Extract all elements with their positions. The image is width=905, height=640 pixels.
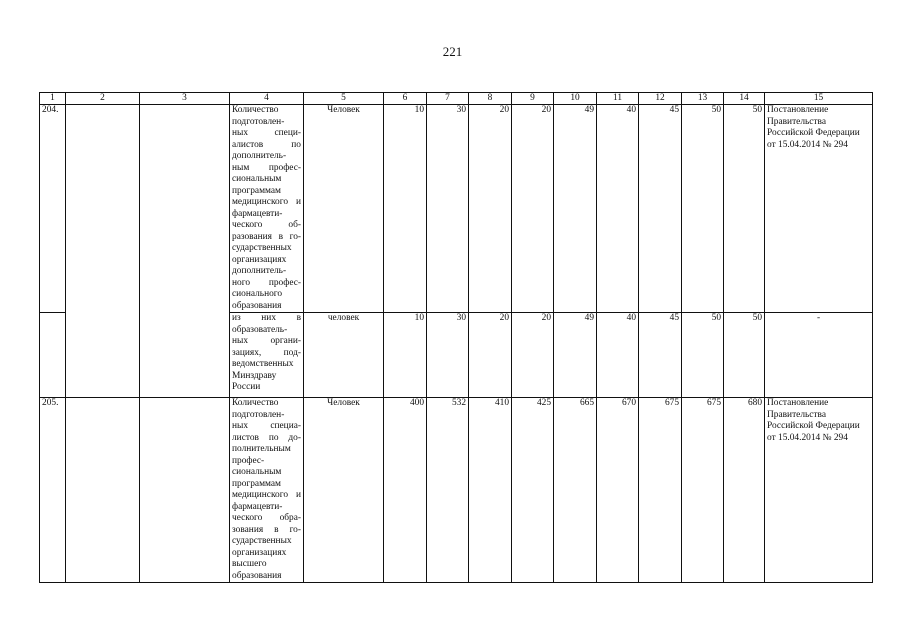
row-index: 205. — [40, 398, 66, 583]
indicator-name-line: из них в — [232, 313, 301, 323]
indicator-name-line: России — [232, 382, 261, 392]
indicator-name-line: ного профес- — [232, 277, 301, 288]
column-number: 9 — [512, 93, 554, 105]
value-cell: 40 — [597, 105, 639, 313]
indicator-name-line: программам — [232, 185, 281, 196]
basis-line: Постановление — [767, 105, 829, 115]
basis-line: от 15.04.2014 № 294 — [767, 139, 848, 150]
column-number: 13 — [682, 93, 724, 105]
value-cell: 670 — [597, 398, 639, 583]
basis-line: Российской Федерации — [767, 128, 860, 138]
indicator-name-line: дополнитель- — [232, 266, 287, 276]
indicator-name-line: ческого об- — [232, 220, 301, 230]
value-cell: 10 — [384, 313, 427, 398]
column-number: 14 — [724, 93, 765, 105]
column-number: 15 — [765, 93, 873, 105]
column-number: 8 — [469, 93, 512, 105]
row-index — [40, 313, 66, 398]
indicator-name-line: медицинского и — [232, 197, 301, 207]
indicator-name-line: полнительным — [232, 444, 291, 454]
column-number: 6 — [384, 93, 427, 105]
value-cell: 49 — [554, 313, 597, 398]
value-cell: 675 — [682, 398, 724, 583]
column-number: 10 — [554, 93, 597, 105]
column-number: 5 — [304, 93, 384, 105]
indicator-name-line: Количество — [232, 398, 279, 408]
indicator-name-line: организациях — [232, 254, 287, 265]
value-cell: 50 — [682, 313, 724, 398]
value-cell: 20 — [512, 313, 554, 398]
value-cell: 45 — [639, 313, 682, 398]
indicator-name-line: ведомственных — [232, 359, 294, 369]
value-cell: 680 — [724, 398, 765, 583]
indicator-name-line: подготовлен- — [232, 116, 285, 127]
value-cell: 425 — [512, 398, 554, 583]
indicator-name-line: образователь- — [232, 324, 288, 335]
unit-cell: человек — [304, 313, 384, 398]
indicator-name-line: ных специ- — [232, 128, 301, 138]
column-number: 1 — [40, 93, 66, 105]
basis-line: Правительства — [767, 409, 826, 420]
indicator-name-line: Количество — [232, 105, 279, 115]
indicator-name — [230, 105, 304, 313]
indicator-name-line: ных специа- — [232, 421, 301, 431]
indicator-name-line: подготовлен- — [232, 409, 285, 420]
indicator-name-line: листов по до- — [232, 432, 301, 443]
column-number: 2 — [66, 93, 140, 105]
table-row — [40, 105, 873, 313]
value-cell: 410 — [469, 398, 512, 583]
indicator-name-line: медицинского и — [232, 490, 301, 500]
indicator-name — [230, 398, 304, 583]
column-number: 3 — [140, 93, 230, 105]
value-cell: 45 — [639, 105, 682, 313]
indicator-name-line: сионального — [232, 289, 283, 299]
empty-cell — [66, 398, 140, 583]
value-cell: 20 — [469, 105, 512, 313]
basis-line: Российской Федерации — [767, 421, 860, 431]
empty-cell — [140, 398, 230, 583]
basis-line: Правительства — [767, 116, 826, 127]
value-cell: 30 — [427, 105, 469, 313]
basis-cell — [765, 105, 873, 313]
empty-cell — [140, 105, 230, 398]
indicator-name-line: сиональным — [232, 467, 282, 477]
value-cell: 400 — [384, 398, 427, 583]
indicator-name-line: ных органи- — [232, 336, 301, 346]
unit-cell: Человек — [304, 105, 384, 313]
column-number: 12 — [639, 93, 682, 105]
indicator-name-line: зования в го- — [232, 524, 301, 535]
indicator-name-line: алистов по — [232, 139, 301, 150]
basis-line: Постановление — [767, 398, 829, 408]
value-cell: 20 — [469, 313, 512, 398]
column-number-row — [40, 93, 873, 105]
indicator-name — [230, 313, 304, 398]
indicator-name-line: сударственных — [232, 536, 292, 546]
value-cell: 10 — [384, 105, 427, 313]
indicator-name-line: организациях — [232, 547, 287, 558]
value-cell: 40 — [597, 313, 639, 398]
table-row — [40, 398, 873, 583]
column-number: 4 — [230, 93, 304, 105]
indicator-name-line: ным профес- — [232, 162, 301, 173]
page-number: 221 — [442, 44, 463, 59]
row-index: 204. — [40, 105, 66, 313]
indicator-name-line: Минздраву — [232, 370, 277, 381]
basis-cell — [765, 398, 873, 583]
value-cell: 675 — [639, 398, 682, 583]
indicator-name-line: образования — [232, 570, 282, 581]
value-cell: 30 — [427, 313, 469, 398]
column-number: 7 — [427, 93, 469, 105]
indicator-name-line: сударственных — [232, 243, 292, 253]
indicator-name-line: сиональным — [232, 174, 282, 184]
empty-cell — [66, 105, 140, 398]
indicator-name-line: профес- — [232, 455, 265, 466]
indicator-name-line: программам — [232, 478, 281, 489]
value-cell: 50 — [724, 313, 765, 398]
value-cell: 665 — [554, 398, 597, 583]
basis-cell: - — [765, 313, 873, 398]
value-cell: 532 — [427, 398, 469, 583]
indicator-name-line: фармацевти- — [232, 208, 283, 219]
column-number: 11 — [597, 93, 639, 105]
indicator-name-line: высшего — [232, 559, 267, 569]
indicator-name-line: разования в го- — [232, 231, 301, 242]
indicator-name-line: ческого обра- — [232, 513, 301, 523]
unit-cell: Человек — [304, 398, 384, 583]
basis-line: от 15.04.2014 № 294 — [767, 432, 848, 443]
indicator-name-line: зациях, под- — [232, 347, 301, 358]
value-cell: 49 — [554, 105, 597, 313]
value-cell: 50 — [682, 105, 724, 313]
indicator-name-line: фармацевти- — [232, 501, 283, 512]
value-cell: 20 — [512, 105, 554, 313]
value-cell: 50 — [724, 105, 765, 313]
indicator-table — [39, 92, 873, 583]
indicator-name-line: дополнитель- — [232, 151, 287, 161]
indicator-name-line: образования — [232, 300, 282, 311]
